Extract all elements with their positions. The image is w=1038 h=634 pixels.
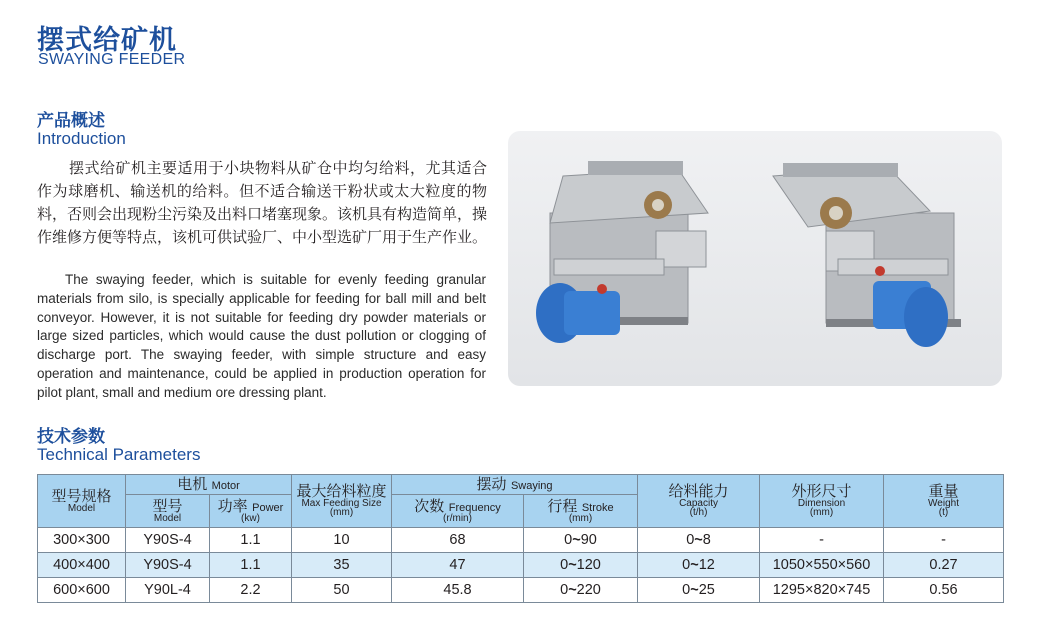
cell-stroke: 0~90	[524, 528, 638, 553]
intro-heading-en: Introduction	[37, 129, 126, 148]
cell-power: 1.1	[210, 528, 292, 553]
cell-capacity: 0~8	[638, 528, 760, 553]
header-capacity: 给料能力 Capacity (t/h)	[638, 475, 760, 528]
cell-frequency: 68	[392, 528, 524, 553]
cell-dimension: -	[760, 528, 884, 553]
feeder-machine-left	[536, 161, 708, 343]
cell-stroke: 0~220	[524, 578, 638, 603]
technical-parameters-table	[37, 474, 1004, 603]
header-motor: 电机 Motor	[126, 475, 292, 495]
feeder-machine-right	[773, 163, 961, 347]
cell-motor-model: Y90S-4	[126, 553, 210, 578]
intro-heading-cn: 产品概述	[37, 111, 105, 131]
cell-frequency: 47	[392, 553, 524, 578]
header-power: 功率 Power (kw)	[210, 495, 292, 528]
cell-weight: 0.56	[884, 578, 1004, 603]
cell-feed-size: 35	[292, 553, 392, 578]
intro-paragraph-en: The swaying feeder, which is suitable for evenly feeding granular materials from silo, is specially applicable for feeding for ball mill and belt conveyor. However, it is not suitable for feeding dry powder materials or large sized particles, which would cause the dust pollution or clogging of discharge port. The swaying feeder, with simple structure and easy operation and maintenance, could be applied in production operation for pilot plant, small and medium ore dressing plant.	[37, 272, 486, 400]
cell-model: 600×600	[38, 578, 126, 603]
params-heading-en: Technical Parameters	[37, 445, 201, 464]
header-max-feeding-size: 最大给料粒度 Max Feeding Size (mm)	[292, 475, 392, 528]
header-frequency: 次数 Frequency (r/min)	[392, 495, 524, 528]
product-photo	[508, 131, 1002, 386]
cell-motor-model: Y90S-4	[126, 528, 210, 553]
cell-model: 400×400	[38, 553, 126, 578]
page-title-en: SWAYING FEEDER	[38, 51, 186, 68]
header-stroke: 行程 Stroke (mm)	[524, 495, 638, 528]
cell-dimension: 1295×820×745	[760, 578, 884, 603]
cell-motor-model: Y90L-4	[126, 578, 210, 603]
cell-stroke: 0~120	[524, 553, 638, 578]
params-heading-cn: 技术参数	[37, 427, 105, 447]
header-dimension: 外形尺寸 Dimension (mm)	[760, 475, 884, 528]
cell-feed-size: 10	[292, 528, 392, 553]
table-row	[38, 528, 1004, 553]
table-row	[38, 578, 1004, 603]
header-model: 型号规格 Model	[38, 475, 126, 528]
cell-model: 300×300	[38, 528, 126, 553]
header-weight: 重量 Weight (t)	[884, 475, 1004, 528]
table-row	[38, 553, 1004, 578]
page-title-cn: 摆式给矿机	[37, 25, 177, 56]
cell-dimension: 1050×550×560	[760, 553, 884, 578]
cell-power: 2.2	[210, 578, 292, 603]
header-swaying: 摆动 Swaying	[392, 475, 638, 495]
cell-weight: -	[884, 528, 1004, 553]
cell-capacity: 0~12	[638, 553, 760, 578]
cell-power: 1.1	[210, 553, 292, 578]
header-motor-model: 型号 Model	[126, 495, 210, 528]
cell-frequency: 45.8	[392, 578, 524, 603]
intro-paragraph-cn: 摆式给矿机主要适用于小块物料从矿仓中均匀给料，尤其适合作为球磨机、输送机的给料。但不适合输送干粉状或太大粒度的物料，否则会出现粉尘污染及出料口堵塞现象。该机具有构造简单，操作维修方便等特点，该机可供试验厂、中小型选矿厂用于生产作业。	[37, 159, 488, 246]
cell-capacity: 0~25	[638, 578, 760, 603]
cell-feed-size: 50	[292, 578, 392, 603]
cell-weight: 0.27	[884, 553, 1004, 578]
